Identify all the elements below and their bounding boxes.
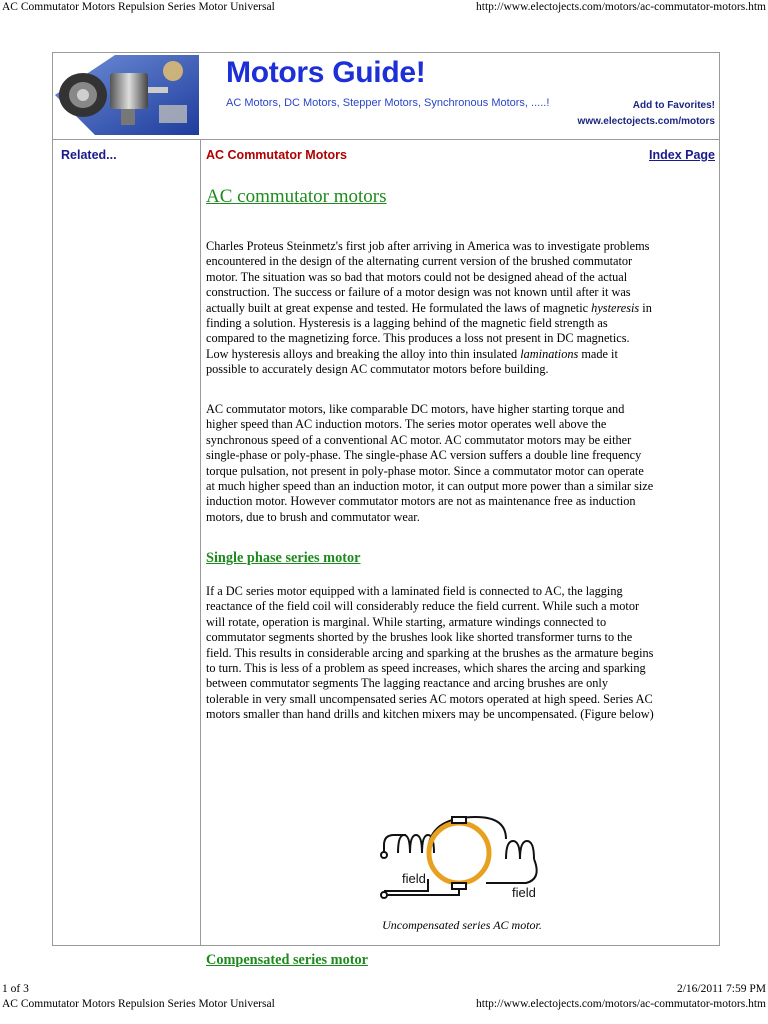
field-label-left: field <box>402 871 426 886</box>
print-header <box>0 0 768 16</box>
page-frame <box>52 52 720 968</box>
armature-rotor <box>429 823 489 883</box>
print-footer-url: http://www.electojects.com/motors/ac-commutator-motors.htm <box>476 998 766 1010</box>
field-label-right: field <box>512 885 536 900</box>
site-banner <box>53 53 719 140</box>
term-hysteresis: hysteresis <box>591 300 640 315</box>
paragraph-3: If a DC series motor equipped with a laminated field is connected to AC, the lagging reactance of the field coil will considerably reduce the field current. While such a motor will rotate, operation is marginal. While starting, armature windings connected to commutator segments shorted by the brushes look like shorted transformer turns to the field. This results in considerable arcing and sparking at the brushes as the armature begins to turn. This is less of a problem as speed increases, which shares the arcing and sparking between commutator segments The lagging reactance and arcing brushes are only tolerable in very small uncompensated series AC motors operated at high speed. Series AC motors smaller than hand drills and kitchen mixers may be uncompensated. (Figure below) <box>206 584 654 722</box>
heading-single-phase: Single phase series motor <box>206 550 361 566</box>
paragraph-2: AC commutator motors, like comparable DC motors, have higher starting torque and higher speed than AC induction motors. The series motor operates well above the synchronous speed of a conventional AC motor. AC commutator motors may be either single-phase or poly-phase. The single-phase AC version suffers a double line frequency torque pulsation, not present in poly-phase motor. Since a commutator motor can operate at much higher speed than an induction motor, it can output more power than a similar size induction motor. However commutator motors are not as maintenance free as induction motors, due to brush and commutator wear. <box>206 402 654 524</box>
sidebar <box>53 140 201 945</box>
paragraph-1: Charles Proteus Steinmetz's first job after arriving in America was to investigate problems encountered in the design of the alternating current version of the brushed commutator motor. The situation was so bad that motors could not be designed ahead of the actual construction. The success or failure of a motor design was not known until after it was actually built at great expense and tested. He formulated the laws of magnetic hysteresis in finding a solution. Hysteresis is a lagging behind of the magnetic field strength as compared to the magnetizing force. This produces a loss not present in DC magnetics. Low hysteresis alloys and breaking the alloy into thin insulated laminations made it possible to accurately design AC commutator motors before building. <box>206 239 652 377</box>
print-header-url: http://www.electojects.com/motors/ac-commutator-motors.htm <box>476 1 766 13</box>
site-url-link[interactable]: www.electojects.com/motors <box>577 116 715 127</box>
page-count: 1 of 3 <box>2 983 29 995</box>
sidebar-heading: Related... <box>61 148 117 162</box>
print-datetime: 2/16/2011 7:59 PM <box>676 983 766 995</box>
index-page-link[interactable]: Index Page <box>649 148 715 162</box>
term-laminations: laminations <box>520 346 579 361</box>
heading-compensated: Compensated series motor <box>206 952 368 968</box>
page-title: AC commutator motors <box>206 186 387 207</box>
add-to-favorites-link[interactable]: Add to Favorites! <box>632 100 715 111</box>
site-title: Motors Guide! <box>226 56 426 89</box>
site-tagline: AC Motors, DC Motors, Stepper Motors, Synchronous Motors, .....! <box>226 97 550 109</box>
brush-bottom <box>452 883 466 889</box>
brush-top <box>452 817 466 823</box>
main-content <box>206 140 718 968</box>
series-motor-diagram <box>376 809 546 909</box>
motor-photo-icon <box>55 55 199 135</box>
figure-caption: Uncompensated series AC motor. <box>382 918 542 932</box>
print-header-title: AC Commutator Motors Repulsion Series Motor Universal <box>2 1 275 13</box>
print-footer <box>0 982 768 1012</box>
section-label: AC Commutator Motors <box>206 148 347 162</box>
print-footer-title: AC Commutator Motors Repulsion Series Motor Universal <box>2 998 275 1010</box>
